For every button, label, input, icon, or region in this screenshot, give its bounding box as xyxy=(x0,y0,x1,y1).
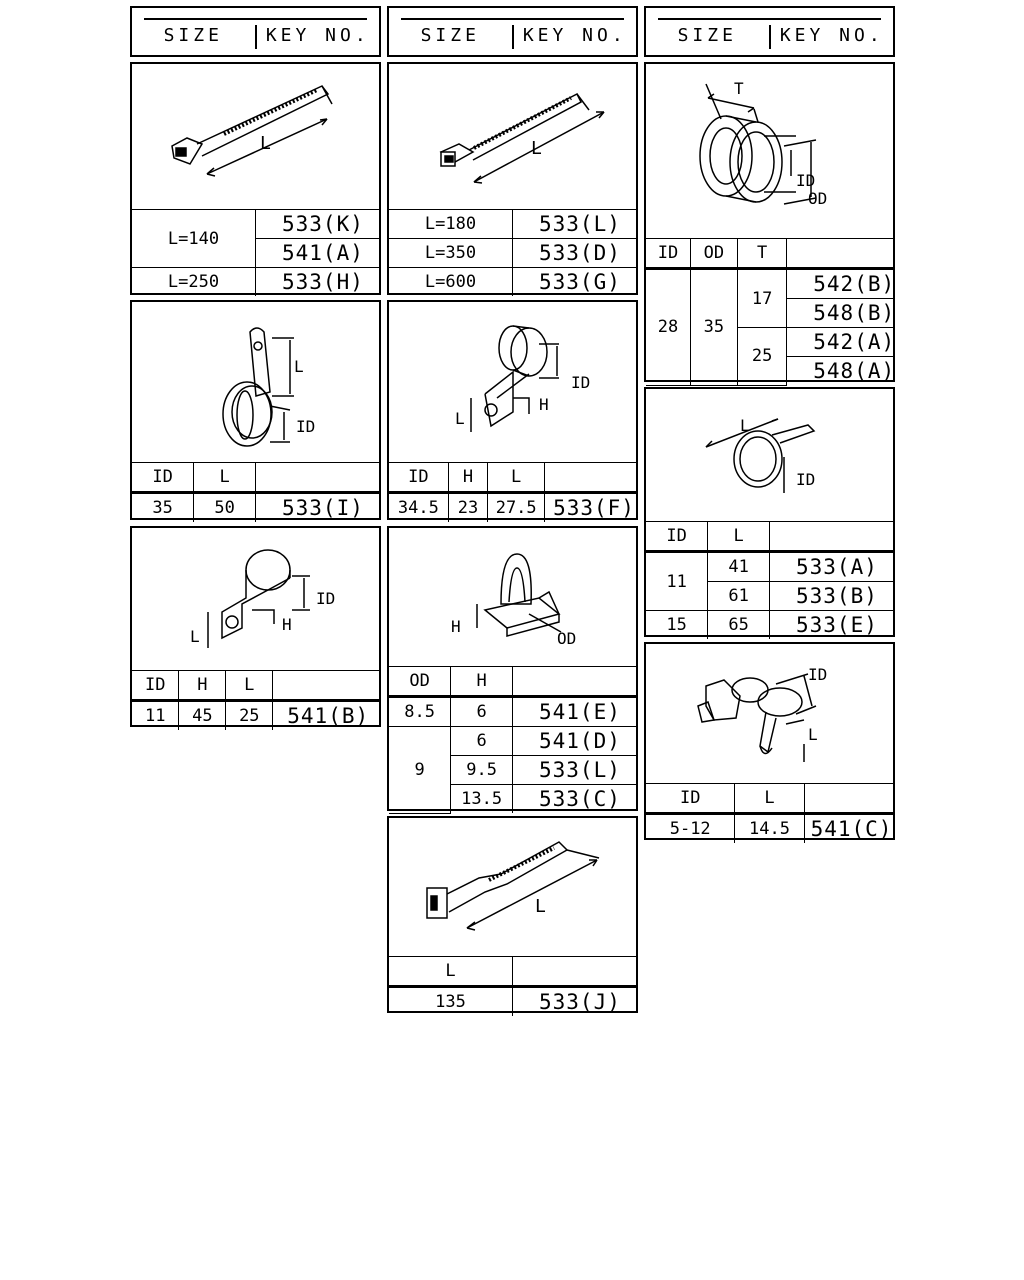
key-cell: 533(F) xyxy=(545,493,636,523)
col-header xyxy=(804,784,893,814)
od-cell: 35 xyxy=(690,269,737,386)
dim-l-label: L xyxy=(535,896,546,917)
l-cell: 14.5 xyxy=(735,814,804,844)
size-header: SIZE xyxy=(677,25,737,46)
dim-l-label: L xyxy=(455,409,465,428)
col-header xyxy=(513,667,637,697)
key-header: KEY NO. xyxy=(522,25,627,46)
dim-l-label: L xyxy=(294,357,304,376)
id-cell: 34.5 xyxy=(389,493,448,523)
h-cell: 45 xyxy=(179,701,226,731)
panel-clip-ring xyxy=(644,387,895,637)
key-cell: 542(B) xyxy=(787,269,893,299)
panel-p-clamp-1 xyxy=(387,300,638,520)
col-header xyxy=(513,957,637,987)
col-header: H xyxy=(179,671,226,701)
dim-l-label: L xyxy=(808,725,818,744)
panel-cable-tie-1 xyxy=(130,62,381,295)
cable-tie-drawing xyxy=(132,64,379,209)
dim-od-label: OD xyxy=(557,629,577,648)
id-cell: 11 xyxy=(646,552,708,611)
clip-ring-drawing xyxy=(646,389,893,521)
col-header: ID xyxy=(132,463,194,493)
p-clamp-drawing xyxy=(389,302,636,462)
id-cell: 15 xyxy=(646,611,708,640)
key-cell: 533(G) xyxy=(513,268,637,297)
key-cell: 533(L) xyxy=(513,756,637,785)
grommet-drawing xyxy=(646,64,893,238)
col-header: L xyxy=(708,522,770,552)
key-cell: 533(D) xyxy=(513,239,637,268)
key-cell: 533(C) xyxy=(513,785,637,814)
h-cell: 6 xyxy=(451,727,513,756)
dim-l-label: L xyxy=(190,627,200,646)
clamp-drawing xyxy=(132,302,379,462)
col-header: H xyxy=(451,667,513,697)
id-cell: 35 xyxy=(132,493,194,523)
key-cell: 533(H) xyxy=(256,268,380,297)
h-cell: 9.5 xyxy=(451,756,513,785)
dim-id-label: ID xyxy=(796,171,816,190)
panel-pipe-clip xyxy=(387,526,638,811)
col-header xyxy=(770,522,894,552)
id-cell: 11 xyxy=(132,701,179,731)
col-header: OD xyxy=(389,667,451,697)
dim-id-label: ID xyxy=(808,665,828,684)
dim-l-label: L xyxy=(531,138,542,159)
dim-h-label: H xyxy=(539,395,549,414)
od-cell: 8.5 xyxy=(389,697,451,727)
h-cell: 13.5 xyxy=(451,785,513,814)
l-cell: 41 xyxy=(708,552,770,582)
key-cell: 548(A) xyxy=(787,357,893,386)
l-cell: 27.5 xyxy=(488,493,545,523)
col-header xyxy=(545,463,636,493)
l-cell: 135 xyxy=(389,987,513,1017)
id-cell: 28 xyxy=(646,269,690,386)
cable-tie-mount-drawing xyxy=(389,818,636,956)
key-cell: 541(C) xyxy=(804,814,893,844)
key-cell: 533(I) xyxy=(256,493,380,523)
col-header xyxy=(787,239,893,269)
size-cell: L=600 xyxy=(389,268,513,297)
size-cell: L=180 xyxy=(389,210,513,239)
panel-cable-tie-mount xyxy=(387,816,638,1013)
header-col-1 xyxy=(130,6,381,57)
h-cell: 23 xyxy=(448,493,488,523)
col-header: L xyxy=(194,463,256,493)
col-header: T xyxy=(737,239,786,269)
panel-clamp-tab xyxy=(130,300,381,520)
header-col-2 xyxy=(387,6,638,57)
h-cell: 6 xyxy=(451,697,513,727)
panel-harness-clip xyxy=(644,642,895,840)
dim-id-label: ID xyxy=(571,373,591,392)
dim-h-label: H xyxy=(282,615,292,634)
dim-od-label: OD xyxy=(808,189,828,208)
t-cell: 25 xyxy=(737,328,786,386)
col-header: L xyxy=(226,671,273,701)
panel-p-clamp-2 xyxy=(130,526,381,727)
od-cell: 9 xyxy=(389,727,451,814)
harness-clip-drawing xyxy=(646,644,893,783)
cable-tie-drawing xyxy=(389,64,636,209)
col-header: H xyxy=(448,463,488,493)
col-header: ID xyxy=(646,522,708,552)
key-cell: 541(B) xyxy=(273,701,379,731)
key-cell: 548(B) xyxy=(787,299,893,328)
col-header: ID xyxy=(646,784,735,814)
header-col-3 xyxy=(644,6,895,57)
key-cell: 533(E) xyxy=(770,611,894,640)
key-cell: 533(B) xyxy=(770,582,894,611)
col-header xyxy=(273,671,379,701)
p-clamp-drawing xyxy=(132,528,379,670)
size-cell: L=350 xyxy=(389,239,513,268)
key-header: KEY NO. xyxy=(779,25,884,46)
key-cell: 541(A) xyxy=(256,239,380,268)
col-header: L xyxy=(488,463,545,493)
size-cell: L=250 xyxy=(132,268,256,297)
dim-l-label: L xyxy=(260,133,271,154)
l-cell: 65 xyxy=(708,611,770,640)
dim-id-label: ID xyxy=(316,589,336,608)
dim-id-label: ID xyxy=(796,470,816,489)
size-header: SIZE xyxy=(163,25,223,46)
key-header: KEY NO. xyxy=(265,25,370,46)
dim-l-label: L xyxy=(740,416,750,435)
col-header xyxy=(256,463,380,493)
pipe-clip-drawing xyxy=(389,528,636,666)
l-cell: 61 xyxy=(708,582,770,611)
col-header: ID xyxy=(646,239,690,269)
key-cell: 533(J) xyxy=(513,987,637,1017)
dim-h-label: H xyxy=(451,617,461,636)
key-cell: 541(E) xyxy=(513,697,637,727)
key-cell: 533(L) xyxy=(513,210,637,239)
col-header: L xyxy=(735,784,804,814)
col-header: OD xyxy=(690,239,737,269)
dim-id-label: ID xyxy=(296,417,316,436)
l-cell: 50 xyxy=(194,493,256,523)
l-cell: 25 xyxy=(226,701,273,731)
key-cell: 542(A) xyxy=(787,328,893,357)
col-header: L xyxy=(389,957,513,987)
col-header: ID xyxy=(389,463,448,493)
dim-t-label: T xyxy=(734,79,744,98)
panel-grommet xyxy=(644,62,895,382)
size-cell: L=140 xyxy=(132,210,256,268)
key-cell: 533(A) xyxy=(770,552,894,582)
size-header: SIZE xyxy=(420,25,480,46)
key-cell: 533(K) xyxy=(256,210,380,239)
panel-cable-tie-2 xyxy=(387,62,638,295)
t-cell: 17 xyxy=(737,269,786,328)
col-header: ID xyxy=(132,671,179,701)
id-cell: 5-12 xyxy=(646,814,735,844)
key-cell: 541(D) xyxy=(513,727,637,756)
